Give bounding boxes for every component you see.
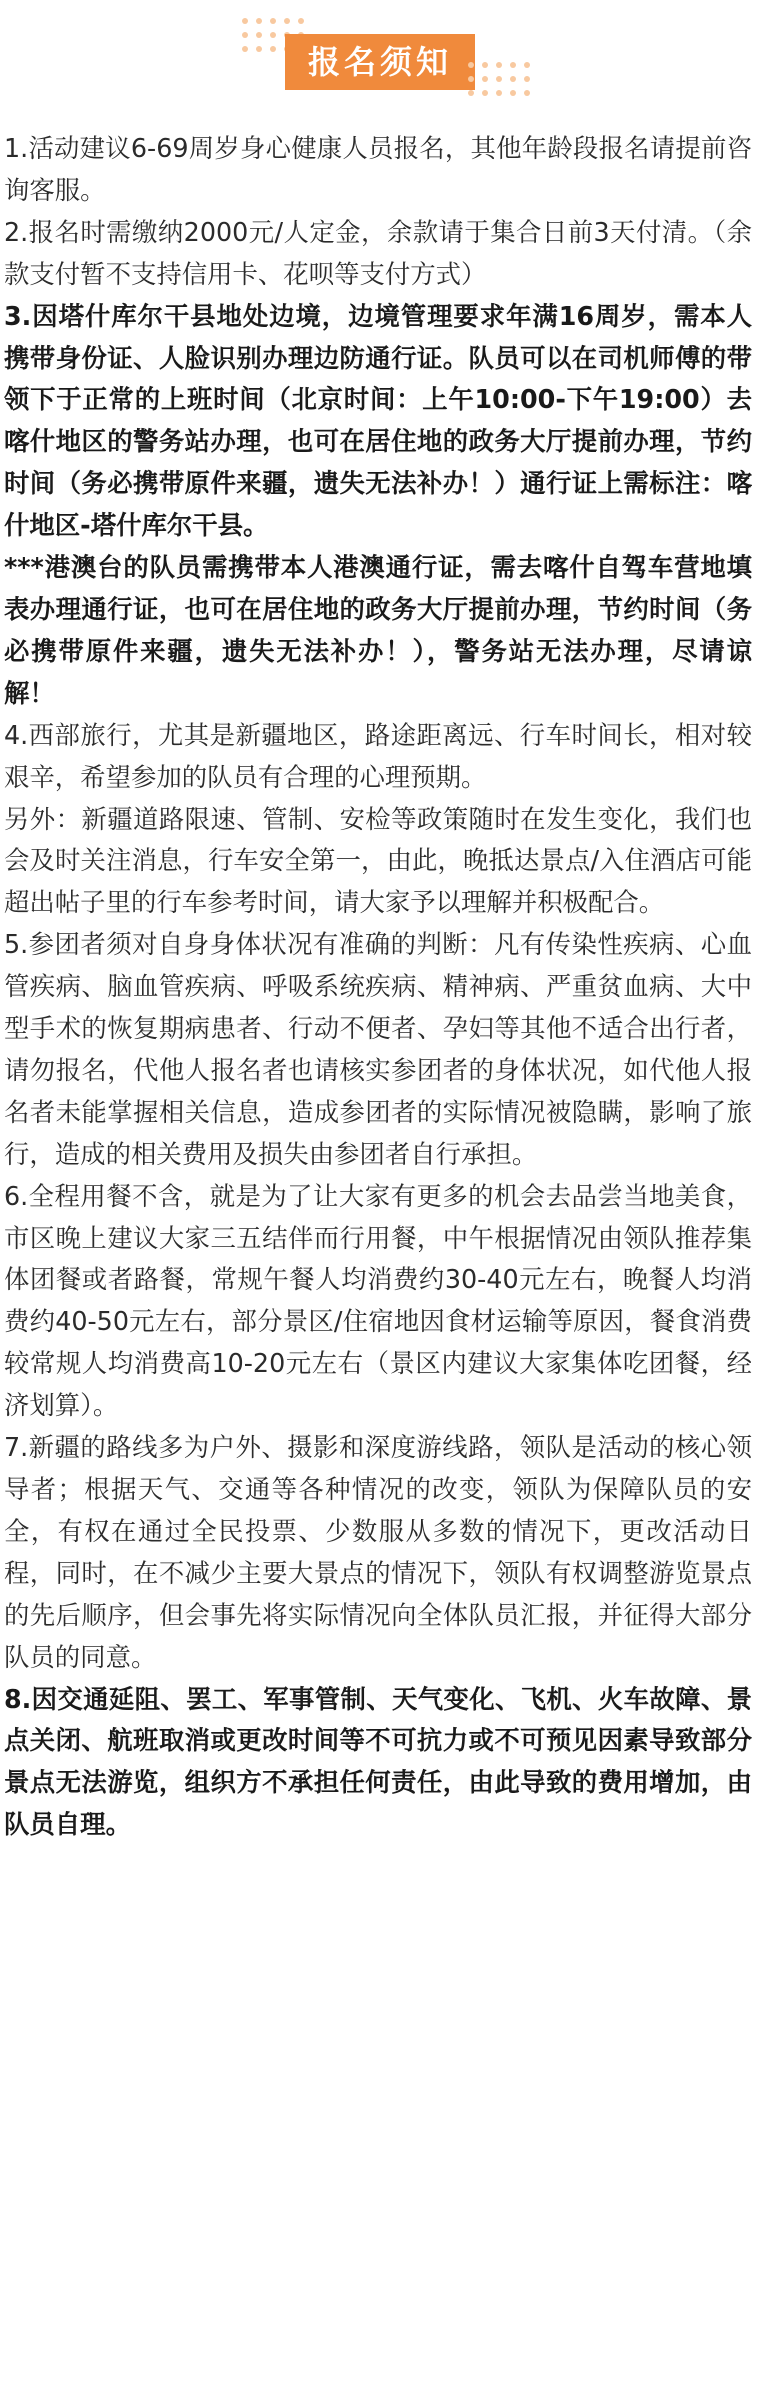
notice-item-4-additional: 另外：新疆道路限速、管制、安检等政策随时在发生变化，我们也会及时关注消息，行车安全第一，由此，晚抵达景点/入住酒店可能超出帖子里的行车参考时间，请大家予以理解并积极配合。: [4, 803, 752, 918]
decorative-dots-right: [468, 62, 530, 96]
notice-item-4: 4.西部旅行，尤其是新疆地区，路途距离远、行车时间长，相对较艰辛，希望参加的队员有合理的心理预期。: [4, 719, 752, 792]
notice-item-6: 6.全程用餐不含，就是为了让大家有更多的机会去品尝当地美食，市区晚上建议大家三五结伴而行用餐，中午根据情况由领队推荐集体团餐或者路餐，常规午餐人均消费约30-40元左右，晚餐人均消费约40-50元左右，部分景区/住宿地因食材运输等原因，餐食消费较常规人均消费高10-20元左右（景区内建议大家集体吃团餐，经济划算）。: [4, 1180, 752, 1421]
notice-item-5: 5.参团者须对自身身体状况有准确的判断：凡有传染性疾病、心血管疾病、脑血管疾病、呼吸系统疾病、精神病、严重贫血病、大中型手术的恢复期病患者、行动不便者、孕妇等其他不适合出行者，请勿报名，代他人报名者也请核实参团者的身体状况，如代他人报名者未能掌握相关信息，造成参团者的实际情况被隐瞒，影响了旅行，造成的相关费用及损失由参团者自行承担。: [4, 929, 752, 1169]
notice-item-8: 8.因交通延阻、罢工、军事管制、天气变化、飞机、火车故障、景点关闭、航班取消或更改时间等不可抗力或不可预见因素导致部分景点无法游览，组织方不承担任何责任，由此导致的费用增加，由队员自理。: [4, 1683, 752, 1840]
notice-item-hk-macao-taiwan: ***港澳台的队员需携带本人港澳通行证，需去喀什自驾车营地填表办理通行证，也可在居住地的政务大厅提前办理，节约时间（务必携带原件来疆，遗失无法补办！），警务站无法办理，尽请谅解！: [4, 552, 752, 708]
notice-item-1: 1.活动建议6-69周岁身心健康人员报名，其他年龄段报名请提前咨询客服。: [4, 133, 752, 205]
section-title-badge: 报名须知: [285, 34, 475, 90]
notice-content: [0, 128, 760, 1846]
notice-item-2: 2.报名时需缴纳2000元/人定金，余款请于集合日前3天付清。（余款支付暂不支持信用卡、花呗等支付方式）: [4, 216, 752, 289]
notice-item-3: 3.因塔什库尔干县地处边境，边境管理要求年满16周岁，需本人携带身份证、人脸识别办理边防通行证。队员可以在司机师傅的带领下于正常的上班时间（北京时间：上午10:00-下午19:00）去喀什地区的警务站办理，也可在居住地的政务大厅提前办理，节约时间（务必携带原件来疆，遗失无法补办！）通行证上需标注：喀什地区-塔什库尔干县。: [4, 300, 752, 541]
section-header: [0, 0, 760, 112]
notice-item-7: 7.新疆的路线多为户外、摄影和深度游线路，领队是活动的核心领导者；根据天气、交通等各种情况的改变，领队为保障队员的安全，有权在通过全民投票、少数服从多数的情况下，更改活动日程，同时，在不减少主要大景点的情况下，领队有权调整游览景点的先后顺序，但会事先将实际情况向全体队员汇报，并征得大部分队员的同意。: [4, 1432, 752, 1672]
